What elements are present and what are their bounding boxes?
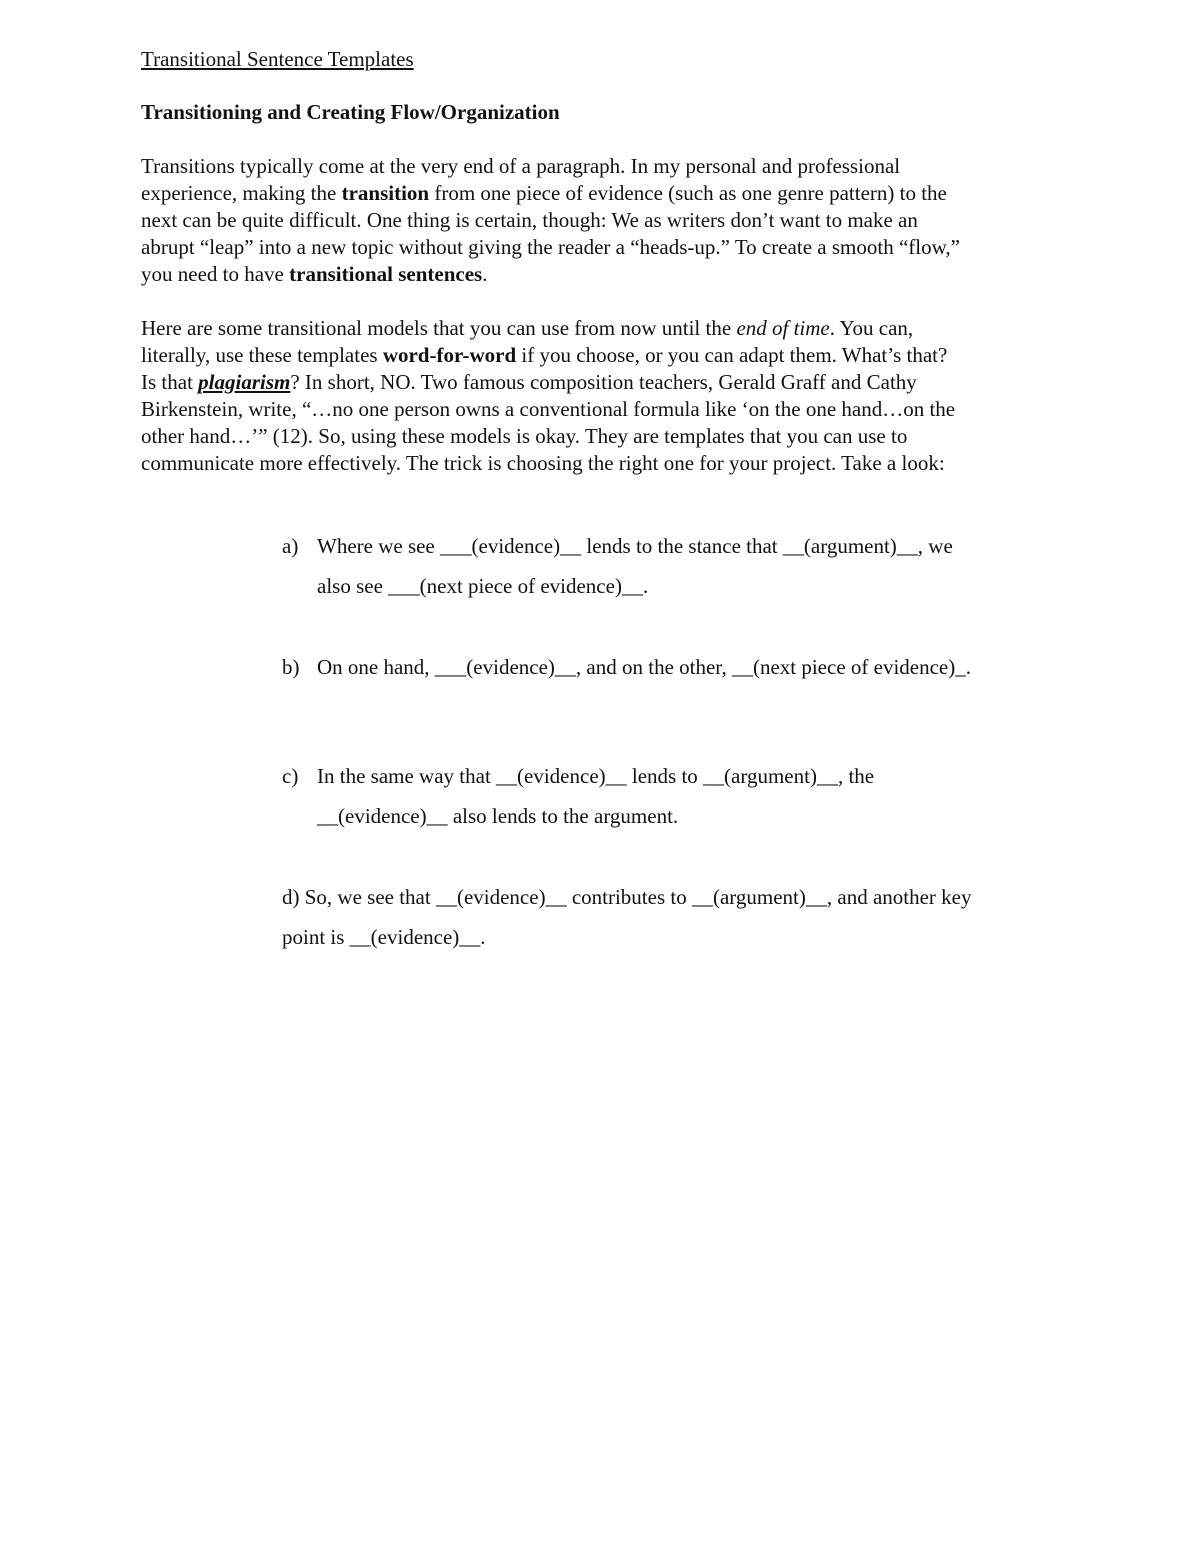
template-line: also see ___(next piece of evidence)__. [317, 574, 649, 598]
template-line: Where we see ___(evidence)__ lends to the stance that __(argument)__, we [317, 534, 953, 558]
template-text [317, 756, 874, 836]
paragraph-text: Birkenstein, write, “…no one person owns a conventional formula like ‘on the one hand…on the [141, 397, 956, 421]
paragraph-text: next can be quite difficult. One thing is certain, though: We as writers don’t want to make an [141, 208, 918, 232]
paragraph-text: abrupt “leap” into a new topic without giving the reader a “heads-up.” To create a smooth “flow,” [141, 235, 960, 259]
paragraph-line [141, 450, 1076, 477]
paragraph-line [141, 153, 1076, 180]
template-line: On one hand, ___(evidence)__, and on the other, __(next piece of evidence)_. [317, 655, 971, 679]
paragraph-text: experience, making the [141, 181, 342, 205]
emphasis-text: transition [341, 181, 430, 205]
models-paragraph [141, 315, 1076, 477]
paragraph-text: . You can, [829, 316, 914, 340]
template-line: In the same way that __(evidence)__ lends to __(argument)__, the [317, 764, 875, 788]
template-marker: c) [282, 764, 299, 788]
template-marker: a) [282, 534, 299, 558]
paragraph-text: other hand…’” (12). So, using these models is okay. They are templates that you can use to [141, 424, 908, 448]
template-item-c [282, 756, 1062, 836]
template-item-d [282, 877, 1072, 957]
template-item-b [282, 647, 1062, 687]
emphasis-text: transitional sentences [289, 262, 483, 286]
template-item-a [282, 526, 1062, 606]
paragraph-text: ? In short, NO. Two famous composition teachers, Gerald Graff and Cathy [290, 370, 917, 394]
paragraph-line [141, 423, 1076, 450]
paragraph-text: . [482, 262, 488, 286]
paragraph-text: you need to have [141, 262, 290, 286]
paragraph-text: Transitions typically come at the very end of a paragraph. In my personal and professional [141, 154, 901, 178]
paragraph-line [141, 315, 1076, 342]
template-line: d) So, we see that __(evidence)__ contributes to __(argument)__, and another key [282, 885, 972, 909]
paragraph-text: Here are some transitional models that you can use from now until the [141, 316, 737, 340]
paragraph-text: if you choose, or you can adapt them. What’s that? [516, 343, 948, 367]
section-heading: Transitioning and Creating Flow/Organization [141, 100, 560, 124]
template-text [317, 526, 953, 606]
document-title: Transitional Sentence Templates [141, 47, 414, 71]
paragraph-text: literally, use these templates [141, 343, 383, 367]
paragraph-line [141, 396, 1076, 423]
paragraph-line [141, 261, 1076, 288]
paragraph-text: communicate more effectively. The trick is choosing the right one for your project. Take a look: [141, 451, 945, 475]
paragraph-line [141, 180, 1076, 207]
emphasis-text: end of time [736, 316, 830, 340]
paragraph-line [141, 207, 1076, 234]
intro-paragraph [141, 153, 1076, 288]
emphasis-text: plagiarism [198, 370, 291, 394]
emphasis-text: word-for-word [382, 343, 517, 367]
template-line: point is __(evidence)__. [282, 925, 486, 949]
paragraph-line [141, 342, 1076, 369]
template-text [317, 647, 971, 687]
paragraph-line [141, 234, 1076, 261]
template-marker: b) [282, 655, 300, 679]
paragraph-line [141, 369, 1076, 396]
paragraph-text: from one piece of evidence (such as one genre pattern) to the [429, 181, 947, 205]
paragraph-text: Is that [141, 370, 199, 394]
template-line: __(evidence)__ also lends to the argument. [317, 804, 679, 828]
